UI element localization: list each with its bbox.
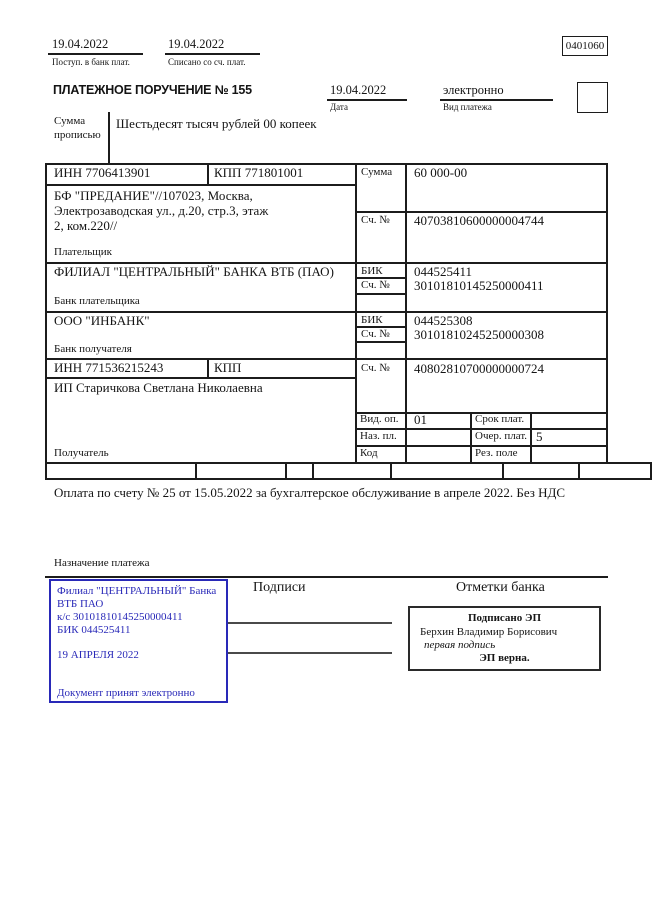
purpose-underline	[45, 576, 608, 578]
payer-inn: ИНН 7706413901	[54, 165, 151, 180]
signature-line-1	[228, 622, 392, 624]
payer-label: Плательщик	[54, 246, 112, 258]
payee-name: ИП Старичкова Светлана Николаевна	[54, 380, 263, 395]
op-labels-divider-left	[470, 412, 472, 462]
payee-bank-label: Банк получателя	[54, 343, 132, 355]
date-received-label: Поступ. в банк плат.	[52, 57, 130, 67]
bank-stamp	[49, 579, 228, 703]
sum-value: 60 000-00	[414, 165, 468, 180]
amount-words-divider	[108, 112, 110, 163]
payee-bank-name: ООО "ИНБАНК"	[54, 313, 150, 328]
payee-bank-bik: 044525308	[414, 313, 473, 328]
table-line	[45, 184, 357, 186]
sum-label: Сумма	[361, 166, 393, 178]
esign-title: Подписано ЭП	[467, 612, 542, 624]
table-line	[45, 478, 652, 480]
table-line	[45, 462, 652, 464]
op-type-value: 01	[414, 412, 427, 427]
payer-bank-account: 30101810145250000411	[414, 278, 544, 293]
payment-kind-underline	[440, 99, 553, 101]
purpose-text: Оплата по счету № 25 от 15.05.2022 за бухгалтерское обслуживание в апреле 2022. Без НДС	[54, 485, 566, 500]
reserve-label: Рез. поле	[475, 447, 518, 459]
stamp-line-2: ВТБ ПАО	[57, 598, 104, 610]
payer-kpp: КПП 771801001	[214, 165, 304, 180]
payer-name-line1: БФ "ПРЕДАНИЕ"//107023, Москва,	[54, 188, 253, 203]
signatures-label: Подписи	[253, 580, 306, 595]
payee-bank-bik-label: БИК	[361, 314, 383, 326]
payee-account: 40802810700000000724	[414, 361, 544, 376]
bank-marks-label: Отметки банка	[456, 580, 545, 595]
inn-kpp-divider-payer	[207, 163, 209, 184]
amount-words-label-2: прописью	[54, 129, 101, 141]
priority-value: 5	[536, 429, 543, 444]
payee-bank-account-label: Сч. №	[361, 328, 390, 340]
purpose-code-label: Наз. пл.	[360, 430, 397, 442]
payer-bank-name: ФИЛИАЛ "ЦЕНТРАЛЬНЫЙ" БАНКА ВТБ (ПАО)	[54, 264, 334, 279]
doc-date-label: Дата	[330, 102, 348, 112]
date-debited-underline	[165, 53, 260, 55]
stamp-line-1: Филиал "ЦЕНТРАЛЬНЫЙ" Банка	[57, 585, 217, 597]
esign-verified: ЭП верна.	[479, 652, 530, 664]
tax-row-border-right	[650, 462, 652, 478]
date-received-value: 19.04.2022	[52, 37, 109, 51]
payer-bank-label: Банк плательщика	[54, 295, 140, 307]
payer-bank-bik: 044525411	[414, 264, 473, 279]
table-line	[45, 377, 357, 379]
payee-inn: ИНН 771536215243	[54, 360, 164, 375]
payer-bank-bik-label: БИК	[361, 265, 383, 277]
doc-date-value: 19.04.2022	[330, 83, 387, 97]
document-title: ПЛАТЕЖНОЕ ПОРУЧЕНИЕ № 155	[53, 83, 252, 97]
payer-bank-account-label: Сч. №	[361, 279, 390, 291]
payee-label: Получатель	[54, 447, 109, 459]
stamp-line-4: БИК 044525411	[57, 624, 131, 636]
table-line	[355, 341, 407, 343]
table-main-divider	[355, 163, 357, 462]
table-label-divider	[405, 163, 407, 462]
date-debited-value: 19.04.2022	[168, 37, 225, 51]
payee-bank-account: 30101810245250000308	[414, 327, 544, 342]
tax-row-divider	[285, 462, 287, 478]
inn-kpp-divider-payee	[207, 358, 209, 377]
form-code: 0401060	[565, 40, 605, 52]
due-date-label: Срок плат.	[475, 413, 525, 425]
signature-line-2	[228, 652, 392, 654]
date-received-underline	[48, 53, 143, 55]
payer-account: 40703810600000004744	[414, 213, 544, 228]
table-border-right	[606, 163, 608, 462]
esign-subtitle: первая подпись	[424, 639, 496, 651]
op-labels-divider-right	[530, 412, 532, 462]
purpose-label: Назначение платежа	[54, 557, 150, 569]
tax-row-divider	[578, 462, 580, 478]
payee-account-label: Сч. №	[361, 362, 390, 374]
date-debited-label: Списано со сч. плат.	[168, 57, 246, 67]
code-label: Код	[360, 447, 378, 459]
esignature-box	[408, 606, 601, 671]
tax-row-divider	[312, 462, 314, 478]
priority-label: Очер. плат.	[475, 430, 528, 442]
tax-row-divider	[502, 462, 504, 478]
op-type-label: Вид. оп.	[360, 413, 399, 425]
table-border-left	[45, 163, 47, 480]
payment-kind-label: Вид платежа	[443, 102, 492, 112]
form-code-box	[562, 36, 608, 56]
esign-name: Берхин Владимир Борисович	[420, 626, 558, 638]
stamp-footer: Документ принят электронно	[57, 687, 195, 699]
payer-account-label: Сч. №	[361, 214, 390, 226]
table-line	[355, 293, 407, 295]
payment-kind-value: электронно	[443, 83, 504, 97]
payer-name-line2: Электрозаводская ул., д.20, стр.3, этаж	[54, 203, 269, 218]
amount-words-label-1: Сумма	[54, 115, 86, 127]
priority-empty-box	[577, 82, 608, 113]
amount-words-value: Шестьдесят тысяч рублей 00 копеек	[116, 116, 317, 131]
payer-name-line3: 2, ком.220//	[54, 218, 118, 233]
payee-kpp-label: КПП	[214, 360, 242, 375]
stamp-line-3: к/с 30101810145250000411	[57, 611, 183, 623]
stamp-date: 19 АПРЕЛЯ 2022	[57, 649, 139, 661]
tax-row-divider	[390, 462, 392, 478]
tax-row-divider	[195, 462, 197, 478]
doc-date-underline	[327, 99, 407, 101]
